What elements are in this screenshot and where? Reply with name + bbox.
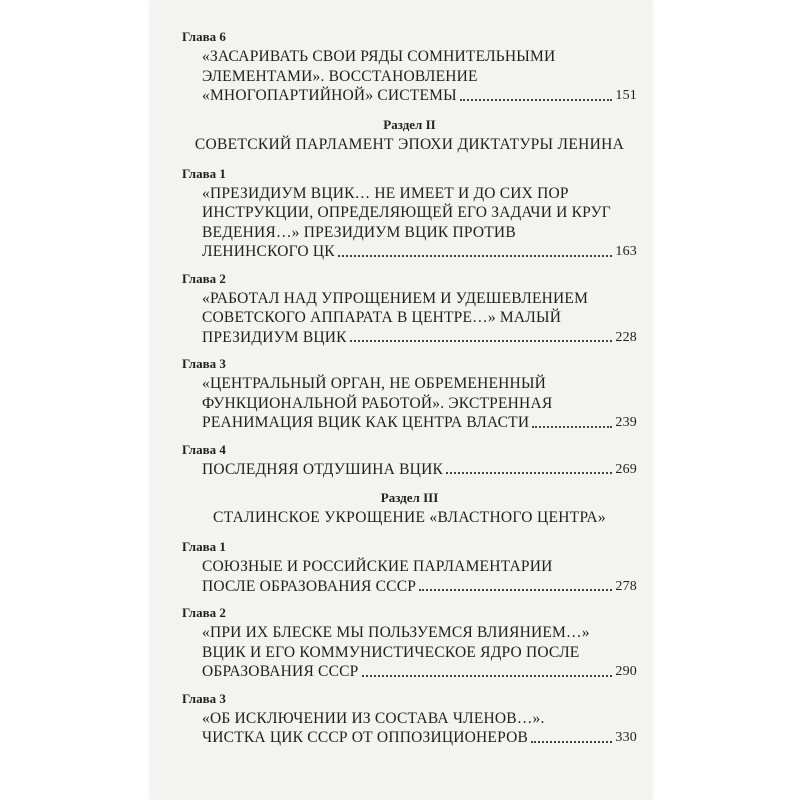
title-line: ЛЕНИНСКОГО ЦК — [202, 243, 335, 260]
toc-entry — [182, 604, 637, 682]
title-line: СОВЕТСКОГО АППАРАТА В ЦЕНТРЕ…» МАЛЫЙ — [202, 309, 562, 326]
title-line: РЕАНИМАЦИЯ ВЦИК КАК ЦЕНТРА ВЛАСТИ — [202, 414, 530, 431]
dot-leader — [350, 340, 613, 342]
title-line: ЧИСТКА ЦИК СССР ОТ ОППОЗИЦИОНЕРОВ — [202, 729, 529, 746]
chapter-label: Глава 6 — [182, 29, 226, 44]
title-last-line — [202, 577, 637, 597]
page-number: 228 — [615, 329, 637, 345]
title-line: «РАБОТАЛ НАД УПРОЩЕНИЕМ И УДЕШЕВЛЕНИЕМ — [202, 289, 589, 307]
title-last-line — [202, 460, 637, 480]
chapter-title — [182, 460, 637, 480]
title-line: ПРЕЗИДИУМ ВЦИК — [202, 328, 347, 346]
dot-leader — [446, 472, 612, 474]
title-line: ВЦИК И ЕГО КОММУНИСТИЧЕСКОЕ ЯДРО ПОСЛЕ — [202, 643, 580, 661]
title-line: ЭЛЕМЕНТАМИ». ВОССТАНОВЛЕНИЕ — [202, 67, 478, 85]
title-line: «ПРЕЗИДИУМ ВЦИК… НЕ ИМЕЕТ И ДО СИХ ПОР — [202, 184, 569, 202]
chapter-title — [182, 289, 637, 348]
section-heading — [182, 116, 637, 155]
title-line: «ЗАСАРИВАТЬ СВОИ РЯДЫ СОМНИТЕЛЬНЫМИ — [202, 48, 556, 65]
chapter-label: Глава 1 — [182, 539, 226, 554]
title-line: ВЕДЕНИЯ…» ПРЕЗИДИУМ ВЦИК ПРОТИВ — [202, 223, 516, 241]
title-last-line — [202, 328, 637, 348]
title-line: «ЦЕНТРАЛЬНЫЙ ОРГАН, НЕ ОБРЕМЕНЕННЫЙ — [202, 375, 547, 392]
toc-entry — [182, 690, 637, 748]
section-label: Раздел II — [383, 116, 436, 132]
chapter-title — [182, 374, 637, 433]
title-line: ИНСТРУКЦИИ, ОПРЕДЕЛЯЮЩЕЙ ЕГО ЗАДАЧИ И КРУГ — [202, 204, 611, 221]
title-line: ФУНКЦИОНАЛЬНОЙ РАБОТОЙ». ЭКСТРЕННАЯ — [202, 394, 553, 412]
chapter-label: Глава 4 — [182, 441, 226, 457]
title-line: ОБРАЗОВАНИЯ СССР — [202, 663, 359, 680]
title-last-line — [202, 728, 637, 748]
toc-entry — [182, 441, 637, 480]
title-line: «ОБ ИСКЛЮЧЕНИИ ИЗ СОСТАВА ЧЛЕНОВ…». — [202, 709, 545, 727]
dot-leader — [362, 675, 613, 677]
dot-leader — [338, 255, 613, 257]
page-number: 239 — [615, 415, 637, 430]
chapter-label: Глава 2 — [182, 605, 226, 620]
toc-entry — [182, 355, 637, 433]
title-line: «ПРИ ИХ БЛЕСКЕ МЫ ПОЛЬЗУЕМСЯ ВЛИЯНИЕМ…» — [202, 624, 590, 641]
title-last-line — [202, 662, 637, 682]
section-label: Раздел III — [380, 490, 439, 505]
chapter-title — [182, 47, 637, 106]
title-line: ПОСЛЕ ОБРАЗОВАНИЯ СССР — [202, 577, 417, 595]
dot-leader — [419, 589, 612, 591]
chapter-title — [182, 709, 637, 748]
toc-entry — [182, 270, 637, 348]
title-last-line — [202, 413, 637, 433]
title-last-line — [202, 242, 637, 262]
chapter-title — [182, 623, 637, 682]
page-number: 269 — [615, 461, 637, 477]
page-number: 163 — [615, 244, 637, 259]
title-line: ПОСЛЕДНЯЯ ОТДУШИНА ВЦИК — [202, 460, 444, 478]
toc-entry — [182, 538, 637, 596]
toc-entry — [182, 165, 637, 262]
toc-entry — [182, 28, 637, 106]
chapter-label: Глава 1 — [182, 165, 226, 181]
chapter-title — [182, 557, 637, 596]
section-heading — [182, 489, 637, 528]
chapter-title — [182, 184, 637, 262]
title-last-line — [202, 86, 637, 106]
page-number: 151 — [615, 88, 637, 103]
dot-leader — [531, 741, 612, 743]
title-line: СОЮЗНЫЕ И РОССИЙСКИЕ ПАРЛАМЕНТАРИИ — [202, 558, 553, 575]
section-title: СТАЛИНСКОЕ УКРОЩЕНИЕ «ВЛАСТНОГО ЦЕНТРА» — [213, 509, 606, 526]
page-number: 278 — [615, 578, 637, 594]
page-number: 290 — [615, 664, 637, 679]
book-page — [150, 0, 652, 800]
page-number: 330 — [615, 730, 637, 745]
chapter-label: Глава 3 — [182, 690, 226, 706]
chapter-label: Глава 2 — [182, 270, 226, 286]
title-line: «МНОГОПАРТИЙНОЙ» СИСТЕМЫ — [202, 87, 457, 104]
table-of-contents — [182, 28, 637, 756]
dot-leader — [532, 426, 612, 428]
chapter-label: Глава 3 — [182, 356, 226, 371]
dot-leader — [460, 99, 613, 101]
section-title: СОВЕТСКИЙ ПАРЛАМЕНТ ЭПОХИ ДИКТАТУРЫ ЛЕНИНА — [194, 135, 625, 153]
